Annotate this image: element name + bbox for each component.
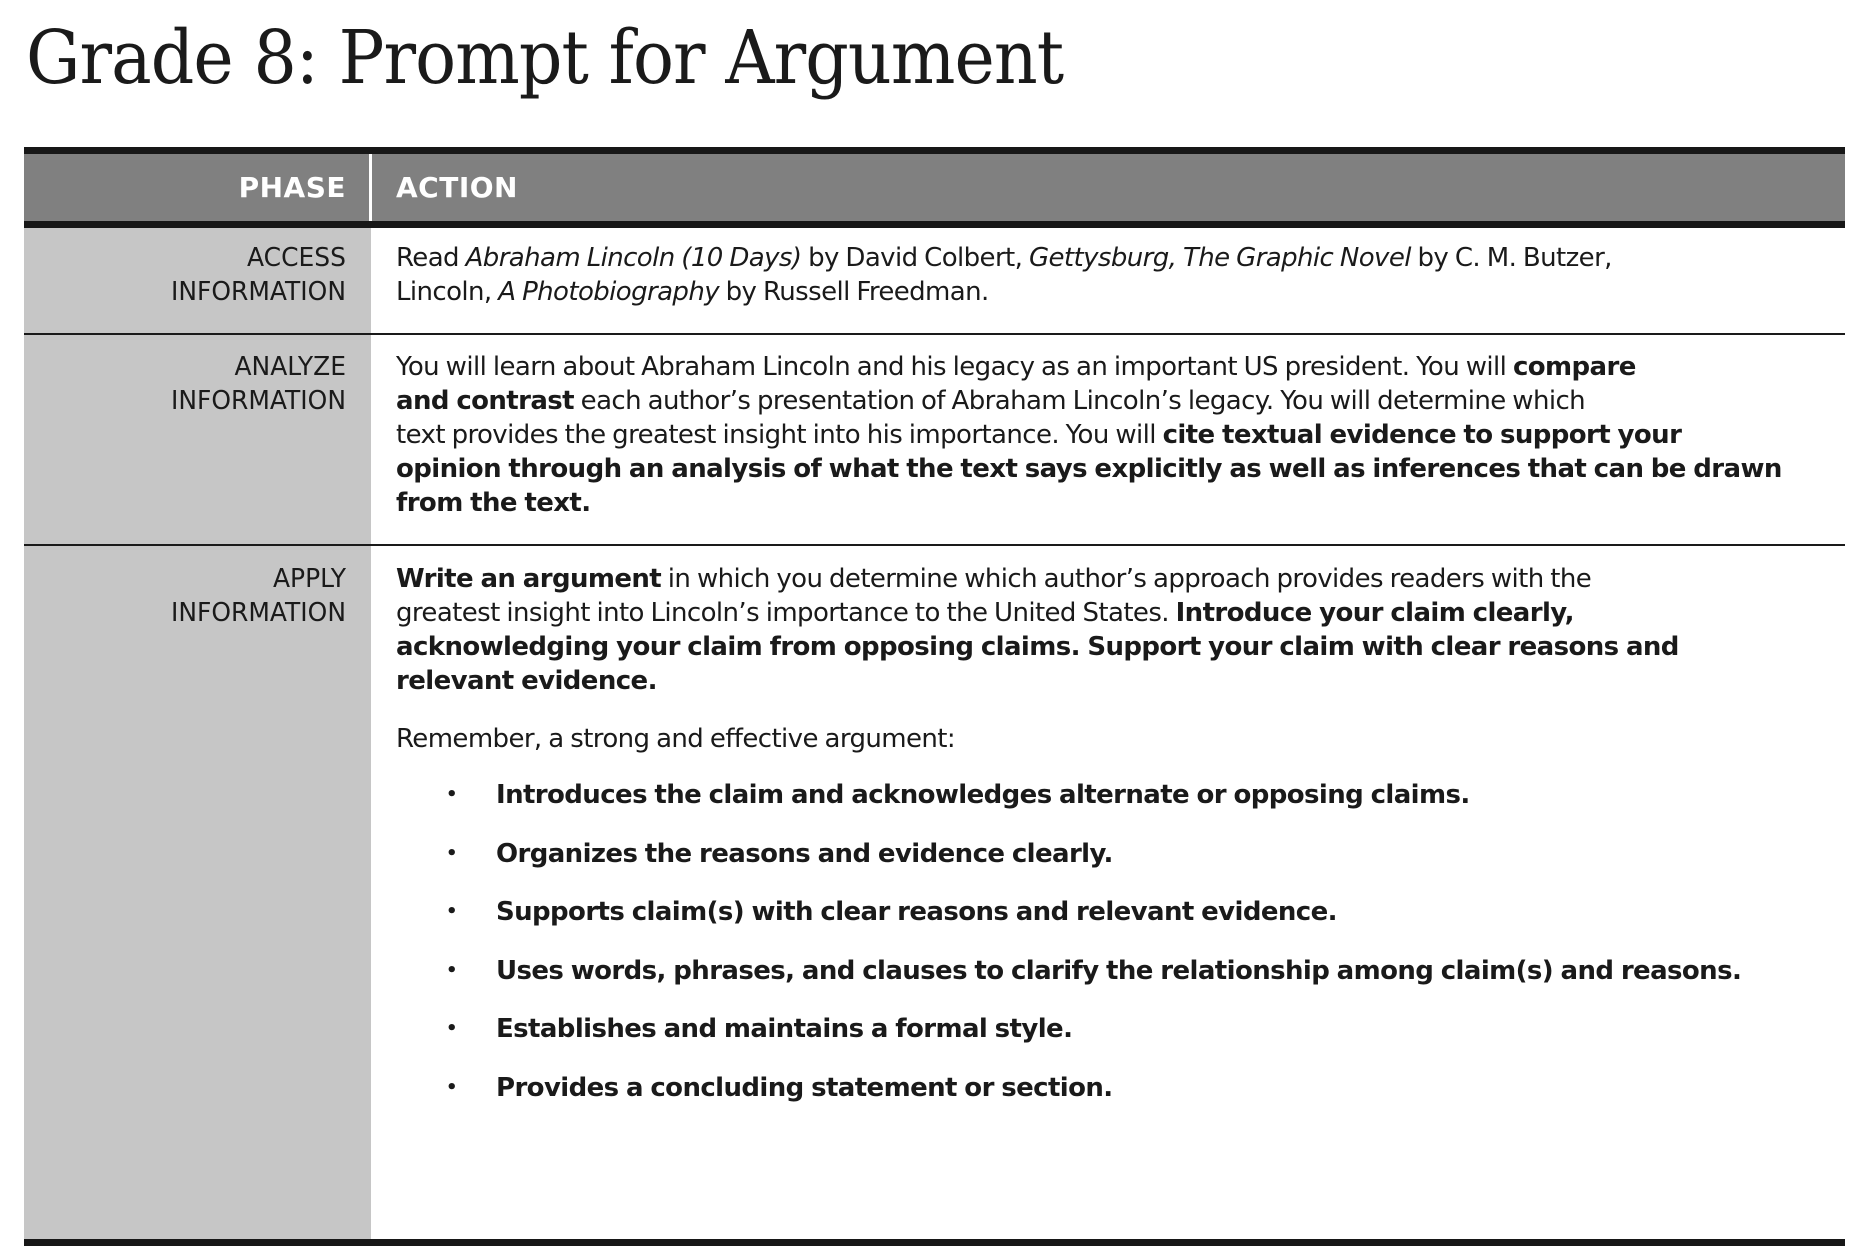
list-item [440,837,1840,896]
list-item-text: Introduces the claim and acknowledges alternate or opposing claims. [496,780,1470,810]
text-run-bold: relevant evidence. [396,666,657,696]
list-item [440,778,1840,837]
text-run-bold: opinion through an analysis of what the text says explicitly as well as inferences that can be drawn [396,454,1782,484]
header-column-divider [369,154,372,221]
header-action: ACTION [396,171,518,204]
text-run-normal: each author’s presentation of Abraham Lincoln’s legacy. You will determine which [574,386,1586,416]
text-run-bold: cite textual evidence to support your [1162,420,1682,450]
bullet-icon: • [446,1018,457,1039]
list-item-text: Establishes and maintains a formal style. [496,1014,1073,1044]
row-divider [24,333,1845,335]
text-run-normal: in which you determine which author’s approach provides readers with the [661,564,1592,594]
bullet-icon: • [446,784,457,805]
bullet-icon: • [446,901,457,922]
phase-label-line: INFORMATION [171,277,346,307]
header-bottom-rule [24,221,1845,228]
list-item [440,1071,1840,1130]
header-phase: PHASE [238,171,346,204]
list-item [440,895,1840,954]
list-item-text: Provides a concluding statement or section. [496,1072,1113,1103]
phase-label-access [37,241,346,309]
text-run-normal: You will learn about Abraham Lincoln and his legacy as an important US president. You will [396,352,1513,382]
phase-label-analyze [37,350,346,418]
list-item [440,954,1840,1013]
bullet-icon: • [446,1076,457,1098]
phase-label-apply [37,562,346,630]
text-run-bold: acknowledging your claim from opposing claims. Support your claim with clear reasons and [396,632,1679,662]
text-run-normal: Read [396,243,466,273]
text-run-normal: by Russell Freedman. [718,277,989,307]
phase-label-line: INFORMATION [171,598,346,628]
bullet-icon: • [446,842,457,864]
table-bottom-rule [24,1239,1845,1246]
table-top-rule [24,147,1845,154]
page-title: Grade 8: Prompt for Argument [26,15,1064,101]
text-run-normal: Lincoln, [396,277,499,307]
text-run-bold: Introduce your claim clearly, [1175,598,1574,628]
phase-label-line: APPLY [272,564,346,594]
text-run-bold: Write an argument [396,564,662,594]
action-text-analyze [396,350,1836,520]
text-run-italic: Abraham Lincoln (10 Days) [465,243,802,273]
list-item-text: Organizes the reasons and evidence clearly. [496,838,1113,869]
remember-text: Remember, a strong and effective argument: [396,724,956,754]
phase-label-line: INFORMATION [171,386,346,416]
text-run-bold: and contrast [396,386,575,416]
text-run-normal: by David Colbert, [801,243,1029,273]
text-run-normal: text provides the greatest insight into his importance. You will [396,420,1163,450]
text-run-normal: greatest insight into Lincoln’s importance to the United States. [396,598,1176,628]
argument-criteria-list [440,778,1840,1129]
text-run-bold: from the text. [396,488,591,518]
text-run-italic: Gettysburg, The Graphic Novel [1028,243,1411,273]
row-divider [24,544,1845,546]
list-item-text: Supports claim(s) with clear reasons and relevant evidence. [496,897,1337,927]
phase-label-line: ACCESS [247,243,346,273]
list-item-text: Uses words, phrases, and clauses to clarify the relationship among claim(s) and reasons. [496,955,1742,986]
bullet-icon: • [446,959,457,981]
action-text-access [396,241,1836,309]
text-run-normal: by C. M. Butzer, [1410,243,1612,273]
action-text-apply [396,562,1836,698]
list-item [440,1012,1840,1071]
text-run-bold: compare [1512,352,1636,382]
phase-label-line: ANALYZE [234,352,346,382]
text-run-italic: A Photobiography [498,277,719,307]
